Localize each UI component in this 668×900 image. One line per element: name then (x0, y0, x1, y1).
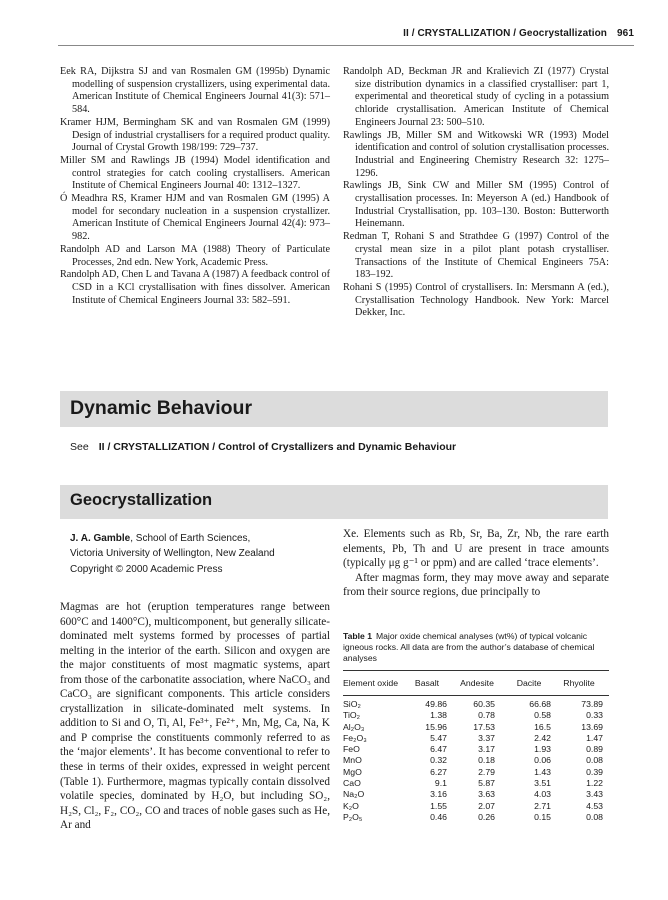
cell-value: 15.96 (425, 721, 447, 732)
table-row (343, 699, 609, 710)
cell-value: 0.33 (586, 710, 603, 721)
cell-value: 3.63 (478, 789, 495, 800)
table-caption (343, 631, 609, 665)
column-header: Dacite (516, 678, 542, 688)
cell-value: 0.06 (534, 755, 551, 766)
table-row (343, 733, 609, 744)
cell-value: 3.17 (478, 744, 495, 755)
cell-value: 0.08 (586, 755, 603, 766)
section-title: Geocrystallization (70, 491, 213, 509)
cell-value: 0.08 (586, 811, 603, 822)
table-label: Table 1 (343, 631, 372, 641)
cell-oxide: MgO (343, 766, 362, 777)
cell-value: 1.55 (430, 800, 447, 811)
cell-value: 4.53 (586, 800, 603, 811)
copyright-notice: Copyright © 2000 Academic Press (70, 564, 223, 575)
table-row (343, 801, 609, 812)
see-label: See (70, 441, 89, 453)
author-affiliation-line-2: Victoria University of Wellington, New Zealand (70, 548, 275, 559)
cell-value: 2.42 (534, 732, 551, 743)
table-row (343, 722, 609, 733)
reference-item: Randolph AD, Beckman JR and Kralievich ZI (1977) Crystal size distribution dynamics in a classified crystalliser: part 1, experimental and theoretical study of cycling in a potassium chloride crystallisation. American Institute of Chemical Engineers Journal 23: 500–510. (343, 66, 609, 128)
table-body (343, 696, 609, 823)
cell-oxide: K₂O (343, 800, 359, 811)
cell-oxide: CaO (343, 778, 361, 789)
author-name: J. A. Gamble (70, 533, 131, 544)
reference-item: Ó Meadhra RS, Kramer HJM and van Rosmalen GM (1995) A model for secondary nucleation in a suspension crystallizer. American Institute of Chemical Engineers Journal 42(4): 973–982. (60, 193, 330, 243)
cell-value: 0.18 (478, 755, 495, 766)
page-number: 961 (617, 28, 634, 39)
reference-item: Kramer HJM, Bermingham SK and van Rosmalen GM (1999) Design of industrial crystallisers for a required product quality. Journal of Crystal Growth 198/199: 729–737. (60, 116, 330, 154)
oxide-analysis-table (343, 670, 609, 823)
section-title: Dynamic Behaviour (70, 397, 253, 419)
reference-item: Randolph AD and Larson MA (1988) Theory of Particulate Processes, 2nd edn. New York, Academic Press. (60, 243, 330, 268)
cell-value: 6.47 (430, 744, 447, 755)
cell-oxide: Na₂O (343, 789, 365, 800)
cell-oxide: TiO₂ (343, 710, 361, 721)
cell-value: 1.43 (534, 766, 551, 777)
cell-oxide: Al₂O₃ (343, 721, 365, 732)
reference-item: Eek RA, Dijkstra SJ and van Rosmalen GM (1995b) Dynamic modelling of suspension crystallizers, using experimental data. American Institute of Chemical Engineers Journal 41(3): 571–584. (60, 66, 330, 116)
table-row (343, 710, 609, 721)
cell-value: 17.53 (473, 721, 495, 732)
cell-value: 3.16 (430, 789, 447, 800)
table-caption-text: Major oxide chemical analyses (wt%) of typical volcanic igneous rocks. All data are from the author’s database of chemical analyses (343, 631, 595, 664)
cell-value: 0.58 (534, 710, 551, 721)
reference-item: Rawlings JB, Miller SM and Witkowski WR (1993) Model identification and control of solution crystallisation processes. Industrial and Engineering Chemistry Research 32: 1275–1296. (343, 129, 609, 179)
geocrystallization-heading-band (60, 485, 608, 519)
cell-value: 3.43 (586, 789, 603, 800)
reference-item: Miller SM and Rawlings JB (1994) Model identification and control strategies for catch cooling crystallisers. American Institute of Chemical Engineers Journal 40: 1312–1327. (60, 154, 330, 192)
cell-oxide: FeO (343, 744, 360, 755)
author-block (70, 531, 335, 561)
cell-value: 0.78 (478, 710, 495, 721)
column-header: Rhyolite (563, 678, 595, 688)
cell-value: 3.37 (478, 732, 495, 743)
cell-value: 5.87 (478, 778, 495, 789)
cell-value: 2.71 (534, 800, 551, 811)
references-right-column (343, 66, 609, 320)
cell-value: 0.46 (430, 811, 447, 822)
cell-value: 1.93 (534, 744, 551, 755)
reference-item: Redman T, Rohani S and Strathdee G (1997) Control of the crystal mean size in a pilot plant potash crystalliser. Transactions of the Institute of Chemical Engineers 75A: 183–192. (343, 231, 609, 281)
cell-oxide: P₂O₅ (343, 811, 363, 822)
see-also-line (70, 441, 456, 453)
table-header-row (343, 671, 609, 695)
cell-value: 0.15 (534, 811, 551, 822)
cell-value: 6.27 (430, 766, 447, 777)
cell-value: 1.38 (430, 710, 447, 721)
cell-value: 13.69 (581, 721, 603, 732)
cell-value: 5.47 (430, 732, 447, 743)
cell-oxide: SiO₂ (343, 699, 361, 709)
cell-value: 4.03 (534, 789, 551, 800)
body-paragraph: After magmas form, they may move away and separate from their source regions, due principally to (343, 571, 609, 599)
body-paragraph: Magmas are hot (eruption temperatures range between 600°C and 1400°C), multicomponent, but generally silicate-dominated melt systems formed by processes of partial melting in the interior of the earth. Silicon and oxygen are the major constituents of most magmatic systems, apart from those of the carbonatite association, where NaCO₃ and CaCO₃ are significant components. This article considers crystallization in silicate-dominated melt systems. In addition to Si and O, Ti, Al, Fe³⁺, Fe²⁺, Mn, Mg, Ca, Na, K and P comprise the constituents commonly referred to as the ‘major elements’. It has become conventional to refer to these in terms of their oxides, expressed in weight percent (Table 1). Furthermore, magmas typically contain dissolved volatile species, dominated by H₂O, but including SO₂, H₂S, Cl₂, F₂, CO₂, CO and traces of noble gases such as He, Ar and (60, 601, 330, 832)
table-row (343, 812, 609, 823)
author-affiliation: , School of Earth Sciences, (130, 533, 251, 544)
cell-value: 0.26 (478, 811, 495, 822)
table-row (343, 767, 609, 778)
reference-item: Randolph AD, Chen L and Tavana A (1987) A feedback control of CSD in a KCl crystallisation with fines dissolver. American Institute of Chemical Engineers Journal 33: 582–591. (60, 269, 330, 306)
cell-oxide: MnO (343, 755, 362, 766)
body-text-left (60, 600, 330, 833)
cell-value: 0.39 (586, 766, 603, 777)
body-text-right (343, 527, 609, 600)
header-divider (58, 45, 634, 46)
cell-value: 73.89 (581, 699, 603, 709)
reference-item: Rohani S (1995) Control of crystallisers. In: Mersmann A (ed.), Crystallisation Technology Handbook. New York: Marcel Dekker, Inc. (343, 281, 609, 319)
cell-value: 0.32 (430, 755, 447, 766)
running-header (403, 28, 634, 39)
column-header: Basalt (414, 678, 440, 688)
cell-value: 2.07 (478, 800, 495, 811)
cell-value: 2.79 (478, 766, 495, 777)
dynamic-behaviour-heading-band (60, 391, 608, 427)
cell-value: 16.5 (534, 721, 551, 732)
cell-oxide: Fe₂O₃ (343, 732, 367, 743)
cell-value: 1.22 (586, 778, 603, 789)
cross-reference-link[interactable]: II / CRYSTALLIZATION / Control of Crystallizers and Dynamic Behaviour (98, 441, 457, 453)
column-header: Element oxide (343, 678, 399, 688)
cell-value: 66.68 (529, 699, 551, 709)
running-head-title: II / CRYSTALLIZATION / Geocrystallization (403, 28, 607, 39)
cell-value: 49.86 (425, 699, 447, 709)
cell-value: 0.89 (586, 744, 603, 755)
table-row (343, 744, 609, 755)
cell-value: 9.1 (434, 778, 447, 789)
table-row (343, 789, 609, 800)
column-header: Andesite (460, 678, 494, 688)
reference-item: Rawlings JB, Sink CW and Miller SM (1995) Control of crystallisation processes. In: Meyerson A (ed.) Handbook of Industrial Crystallisation, pp. 103–130. Boston: Butterworth Heinemann. (343, 180, 609, 230)
cell-value: 3.51 (534, 778, 551, 789)
table-row (343, 755, 609, 766)
cell-value: 60.35 (473, 699, 495, 709)
table-row (343, 778, 609, 789)
body-paragraph: Xe. Elements such as Rb, Sr, Ba, Zr, Nb, the rare earth elements, Pb, Th and U are present in trace amounts (typically μg g⁻¹ or ppm) and are called ‘trace elements’. (343, 528, 609, 570)
references-left-column (60, 66, 330, 307)
cell-value: 1.47 (586, 732, 603, 743)
